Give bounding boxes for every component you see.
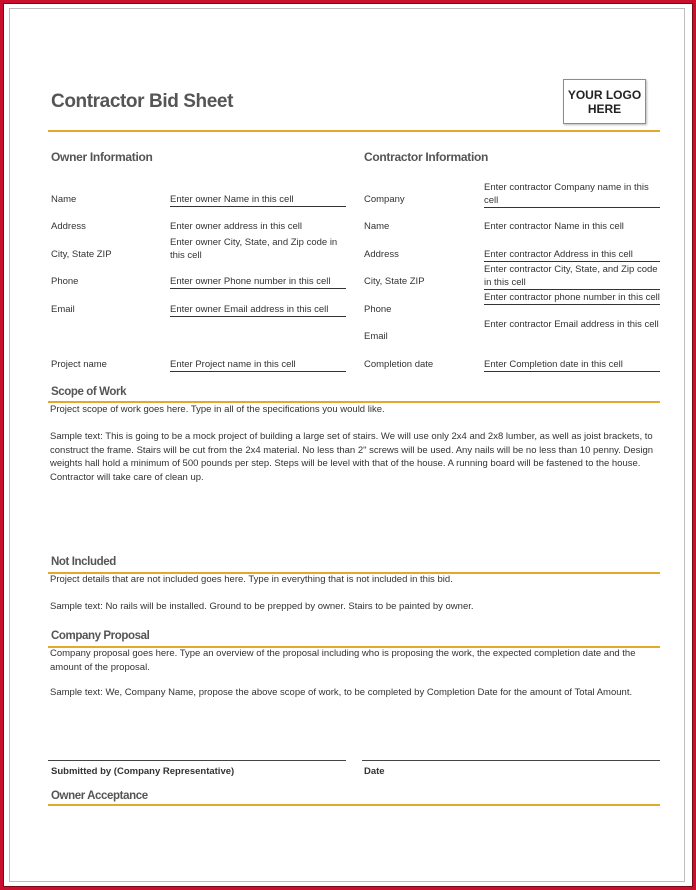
logo-line-2: HERE bbox=[587, 101, 622, 116]
not-included-sample-text[interactable]: Sample text: No rails will be installed. Ground to be prepped by owner. Stairs to be painted by owner. bbox=[50, 601, 474, 612]
contractor-name-field[interactable]: Enter contractor Name in this cell bbox=[484, 221, 624, 232]
owner-acceptance-divider bbox=[48, 804, 660, 806]
proposal-heading: Company Proposal bbox=[51, 630, 150, 642]
scope-heading: Scope of Work bbox=[51, 386, 127, 398]
submitted-by-label: Submitted by (Company Representative) bbox=[51, 766, 235, 777]
representative-signature-line[interactable] bbox=[48, 760, 346, 761]
owner-name-field[interactable]: Enter owner Name in this cell bbox=[170, 193, 346, 207]
contractor-company-field[interactable]: Enter contractor Company name in this cell bbox=[484, 181, 660, 208]
contractor-phone-field[interactable]: Enter contractor phone number in this cell bbox=[484, 292, 660, 303]
contractor-email-label: Email bbox=[364, 331, 388, 342]
scope-sample-text[interactable]: Sample text: This is going to be a mock project of building a large set of stairs. We will use only 2x4 and 2x8 lumber, as well as joist brackets, to construct the frame. Stairs will be cut from the 2x4 material. No less than 2" screws will be used. Any nails will be no less than 10 penny. Design weights hall hold a minimum of 500 pounds per step. Steps will be level with that of the house. A running board will be fastened to the house. Contractor will take care of clean up. bbox=[50, 431, 654, 483]
owner-info-heading: Owner Information bbox=[51, 150, 153, 164]
contractor-company-label: Company bbox=[364, 194, 405, 205]
owner-acceptance-heading: Owner Acceptance bbox=[51, 790, 148, 802]
contractor-address-field[interactable]: Enter contractor Address in this cell bbox=[484, 248, 660, 262]
not-included-text[interactable]: Project details that are not included goes here. Type in everything that is not included in this bid. bbox=[50, 574, 453, 585]
document-page bbox=[9, 8, 685, 882]
owner-address-label: Address bbox=[51, 221, 86, 232]
date-signature-line[interactable] bbox=[362, 760, 660, 761]
contractor-city-field[interactable]: Enter contractor City, State, and Zip code in this cell bbox=[484, 263, 660, 290]
contractor-address-label: Address bbox=[364, 249, 399, 260]
document-title: Contractor Bid Sheet bbox=[51, 91, 234, 112]
contractor-city-label: City, State ZIP bbox=[364, 276, 425, 287]
owner-name-label: Name bbox=[51, 194, 77, 205]
contractor-name-label: Name bbox=[364, 221, 390, 232]
owner-phone-field[interactable]: Enter owner Phone number in this cell bbox=[170, 275, 346, 289]
date-label: Date bbox=[364, 766, 385, 777]
owner-email-label: Email bbox=[51, 304, 75, 315]
owner-phone-label: Phone bbox=[51, 276, 79, 287]
contractor-email-field[interactable]: Enter contractor Email address in this cell bbox=[484, 319, 659, 330]
not-included-heading: Not Included bbox=[51, 556, 116, 568]
proposal-sample-text[interactable]: Sample text: We, Company Name, propose the above scope of work, to be completed by Completion Date for the amount of Total Amount. bbox=[50, 687, 633, 698]
contractor-phone-label: Phone bbox=[364, 304, 392, 315]
title-divider bbox=[48, 130, 660, 132]
owner-email-field[interactable]: Enter owner Email address in this cell bbox=[170, 303, 346, 317]
completion-date-label: Completion date bbox=[364, 359, 434, 370]
owner-city-field[interactable]: Enter owner City, State, and Zip code in this cell bbox=[170, 237, 338, 261]
contractor-info-heading: Contractor Information bbox=[364, 150, 489, 164]
owner-address-field[interactable]: Enter owner address in this cell bbox=[170, 221, 303, 232]
scope-text[interactable]: Project scope of work goes here. Type in all of the specifications you would like. bbox=[50, 404, 385, 415]
project-name-label: Project name bbox=[51, 359, 107, 370]
logo-line-1: YOUR LOGO bbox=[567, 87, 642, 102]
logo-placeholder[interactable] bbox=[563, 79, 646, 124]
project-name-field[interactable]: Enter Project name in this cell bbox=[170, 358, 346, 372]
owner-city-label: City, State ZIP bbox=[51, 249, 112, 260]
completion-date-field[interactable]: Enter Completion date in this cell bbox=[484, 358, 660, 372]
proposal-text[interactable]: Company proposal goes here. Type an overview of the proposal including who is proposing the work, the expected completion date and the amount of the proposal. bbox=[50, 648, 636, 673]
